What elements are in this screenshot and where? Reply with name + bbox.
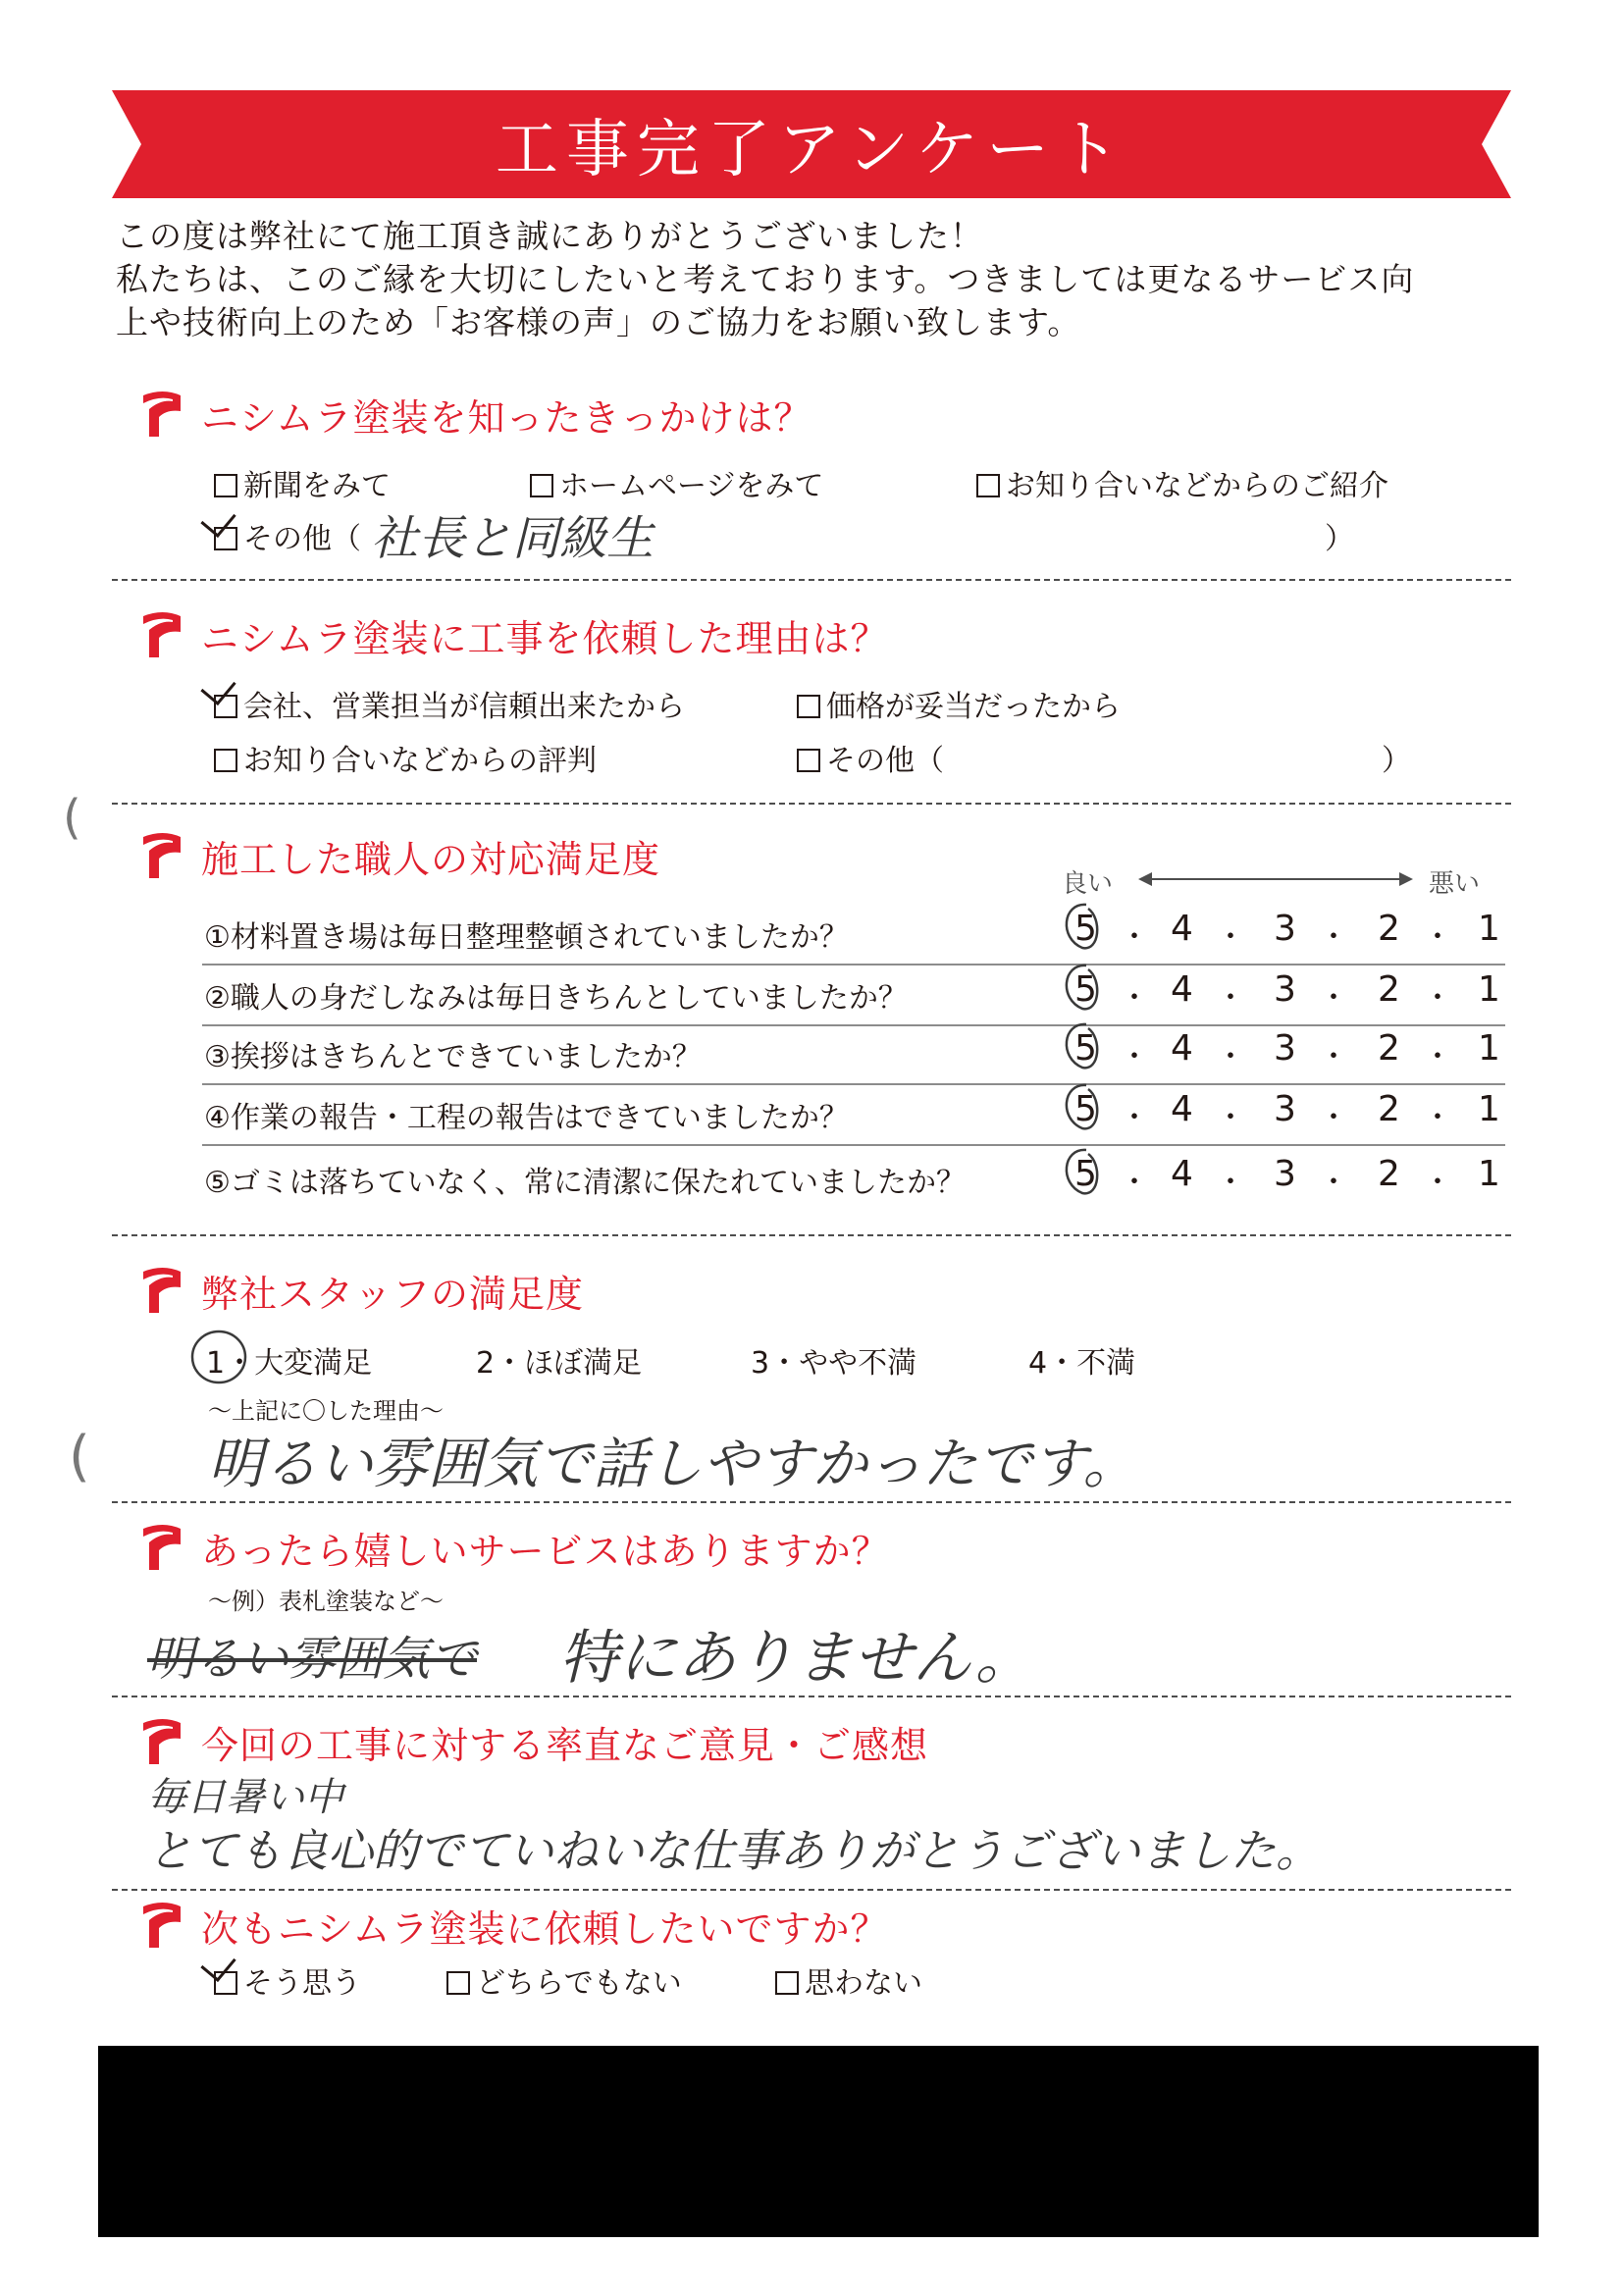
q1-option-homepage[interactable]: ホームページをみて	[530, 461, 823, 504]
satisfaction-question-4: ④作業の報告・工程の報告はできていましたか？	[204, 1101, 849, 1135]
row-divider	[202, 1024, 1505, 1026]
question-mark-icon	[137, 1521, 188, 1572]
score-option-1[interactable]: 1	[1478, 969, 1500, 1010]
circled-score-mark	[1053, 1079, 1116, 1142]
score-option-2[interactable]: 2	[1378, 1028, 1400, 1069]
q5-struck-text: 明るい雰囲気で	[147, 1632, 478, 1687]
score-separator: ・	[1120, 1166, 1149, 1200]
q2-option-other[interactable]: その他（	[797, 736, 944, 779]
circled-score-mark	[1053, 1018, 1116, 1081]
score-separator: ・	[1423, 981, 1452, 1016]
checkbox[interactable]	[797, 749, 820, 772]
score-option-2[interactable]: 2	[1378, 1089, 1400, 1129]
section-divider	[112, 1501, 1511, 1503]
q1-option-newspaper[interactable]: 新聞をみて	[214, 461, 391, 504]
question-mark-icon	[137, 1899, 188, 1950]
q7-option-neutral[interactable]: どちらでもない	[446, 1958, 682, 2002]
score-option-3[interactable]: 3	[1274, 1154, 1296, 1194]
circled-score-mark	[1053, 899, 1116, 962]
margin-mark: (	[63, 790, 81, 845]
score-option-2[interactable]: 2	[1378, 909, 1400, 949]
q4-handwritten-reason: 明るい雰囲気で話しやすかったです。	[208, 1433, 1138, 1496]
q4-option-1[interactable]: 1・大変満足	[206, 1346, 373, 1381]
score-option-4[interactable]: 4	[1171, 1154, 1193, 1194]
q1-option-referral[interactable]: お知り合いなどからのご紹介	[976, 461, 1388, 504]
score-option-3[interactable]: 3	[1274, 1089, 1296, 1129]
score-option-5[interactable]: 5	[1074, 969, 1097, 1010]
checkbox-checked[interactable]	[214, 527, 237, 550]
score-separator: ・	[1319, 920, 1348, 955]
q3-title: 施工した職人の対応満足度	[201, 838, 661, 881]
score-option-4[interactable]: 4	[1171, 1089, 1193, 1129]
q1-option-other[interactable]: その他（	[214, 514, 361, 557]
section-divider	[112, 803, 1511, 805]
row-divider	[202, 1144, 1505, 1146]
q6-handwritten-line-2: とても良心的でていねいな仕事ありがとうございました。	[147, 1824, 1321, 1877]
q4-option-4[interactable]: 4・不満	[1028, 1346, 1136, 1381]
checkbox-checked[interactable]	[214, 695, 237, 718]
score-separator: ・	[1216, 981, 1245, 1016]
score-option-4[interactable]: 4	[1171, 1028, 1193, 1069]
checkbox-checked[interactable]	[214, 1971, 237, 1995]
satisfaction-question-5: ⑤ゴミは落ちていなく、常に清潔に保たれていましたか？	[204, 1166, 966, 1200]
q5-handwritten-answer: 特にありません。	[559, 1624, 1034, 1693]
score-separator: ・	[1319, 981, 1348, 1016]
satisfaction-question-2: ②職人の身だしなみは毎日きちんとしていましたか？	[204, 981, 908, 1016]
q4-title: 弊社スタッフの満足度	[201, 1273, 585, 1316]
satisfaction-question-1: ①材料置き場は毎日整理整頓されていましたか？	[204, 920, 849, 955]
score-separator: ・	[1216, 1166, 1245, 1200]
score-separator: ・	[1120, 920, 1149, 955]
q4-option-2[interactable]: 2・ほぼ満足	[476, 1346, 643, 1381]
section-divider	[112, 1234, 1511, 1236]
score-option-5[interactable]: 5	[1074, 909, 1097, 949]
q2-title: ニシムラ塗装に工事を依頼した理由は？	[201, 617, 889, 660]
score-option-5[interactable]: 5	[1074, 1028, 1097, 1069]
score-option-1[interactable]: 1	[1478, 1154, 1500, 1194]
q2-option-reputation[interactable]: お知り合いなどからの評判	[214, 736, 597, 779]
question-mark-icon	[137, 1264, 188, 1315]
score-option-2[interactable]: 2	[1378, 969, 1400, 1010]
checkbox[interactable]	[214, 749, 237, 772]
score-separator: ・	[1319, 1101, 1348, 1135]
score-separator: ・	[1319, 1166, 1348, 1200]
q4-reason-label: ～上記に〇した理由～	[208, 1397, 444, 1425]
score-separator: ・	[1423, 920, 1452, 955]
q5-example: ～例）表札塗装など～	[208, 1588, 444, 1615]
score-separator: ・	[1120, 1040, 1149, 1074]
section-divider	[112, 579, 1511, 581]
circled-score-mark	[1053, 1144, 1116, 1207]
score-option-5[interactable]: 5	[1074, 1089, 1097, 1129]
scale-arrow-icon	[1138, 867, 1413, 891]
q1-other-handwritten: 社長と同級生	[371, 511, 654, 566]
checkbox[interactable]	[775, 1971, 799, 1995]
q2-option-price[interactable]: 価格が妥当だったから	[797, 682, 1121, 725]
margin-mark: (	[69, 1425, 90, 1488]
score-option-1[interactable]: 1	[1478, 1089, 1500, 1129]
q2-option-trust[interactable]: 会社、営業担当が信頼出来たから	[214, 682, 685, 725]
checkbox[interactable]	[446, 1971, 470, 1995]
checkbox[interactable]	[797, 695, 820, 718]
score-separator: ・	[1423, 1166, 1452, 1200]
intro-line-1: この度は弊社にて施工頂き誠にありがとうございました！	[116, 217, 983, 255]
intro-line-3: 上や技術向上のため「お客様の声」のご協力をお願い致します。	[116, 303, 1081, 341]
checkbox[interactable]	[530, 474, 553, 497]
score-option-2[interactable]: 2	[1378, 1154, 1400, 1194]
page-title: 工事完了アンケート	[495, 114, 1128, 186]
satisfaction-question-3: ③挨拶はきちんとできていましたか？	[204, 1040, 702, 1074]
score-option-4[interactable]: 4	[1171, 969, 1193, 1010]
score-option-1[interactable]: 1	[1478, 909, 1500, 949]
question-mark-icon	[137, 608, 188, 659]
q7-title: 次もニシムラ塗装に依頼したいですか？	[201, 1907, 889, 1951]
score-option-5[interactable]: 5	[1074, 1154, 1097, 1194]
score-separator: ・	[1120, 981, 1149, 1016]
score-separator: ・	[1216, 920, 1245, 955]
q7-option-no[interactable]: 思わない	[775, 1958, 922, 2002]
redacted-block	[98, 2046, 1539, 2237]
row-divider	[202, 1083, 1505, 1085]
q1-title: ニシムラ塗装を知ったきっかけは？	[201, 396, 812, 440]
score-separator: ・	[1120, 1101, 1149, 1135]
question-mark-icon	[137, 829, 188, 880]
q6-handwritten-line-1: 毎日暑い中	[147, 1775, 343, 1820]
q6-title: 今回の工事に対する率直なご意見・ご感想	[201, 1724, 929, 1767]
score-option-3[interactable]: 3	[1274, 1028, 1296, 1069]
circled-selection-mark	[188, 1327, 249, 1387]
score-separator: ・	[1216, 1040, 1245, 1074]
score-separator: ・	[1423, 1101, 1452, 1135]
score-option-4[interactable]: 4	[1171, 909, 1193, 949]
q1-close-paren: ）	[1325, 522, 1354, 556]
q5-title: あったら嬉しいサービスはありますか？	[201, 1530, 890, 1573]
section-divider	[112, 1889, 1511, 1891]
question-mark-icon	[137, 388, 188, 439]
scale-bad-label: 悪い	[1429, 869, 1481, 899]
q7-option-yes[interactable]: そう思う	[214, 1958, 361, 2002]
score-option-3[interactable]: 3	[1274, 909, 1296, 949]
circled-score-mark	[1053, 960, 1116, 1022]
score-option-3[interactable]: 3	[1274, 969, 1296, 1010]
scale-good-label: 良い	[1062, 869, 1114, 899]
score-separator: ・	[1216, 1101, 1245, 1135]
section-divider	[112, 1696, 1511, 1697]
q4-option-3[interactable]: 3・やや不満	[751, 1346, 917, 1381]
score-separator: ・	[1423, 1040, 1452, 1074]
question-mark-icon	[137, 1715, 188, 1766]
score-separator: ・	[1319, 1040, 1348, 1074]
q2-close-paren: ）	[1382, 744, 1411, 778]
checkbox[interactable]	[976, 474, 1000, 497]
intro-line-2: 私たちは、このご縁を大切にしたいと考えております。つきましては更なるサービス向	[116, 260, 1415, 298]
row-divider	[202, 964, 1505, 965]
score-option-1[interactable]: 1	[1478, 1028, 1500, 1069]
checkbox[interactable]	[214, 474, 237, 497]
